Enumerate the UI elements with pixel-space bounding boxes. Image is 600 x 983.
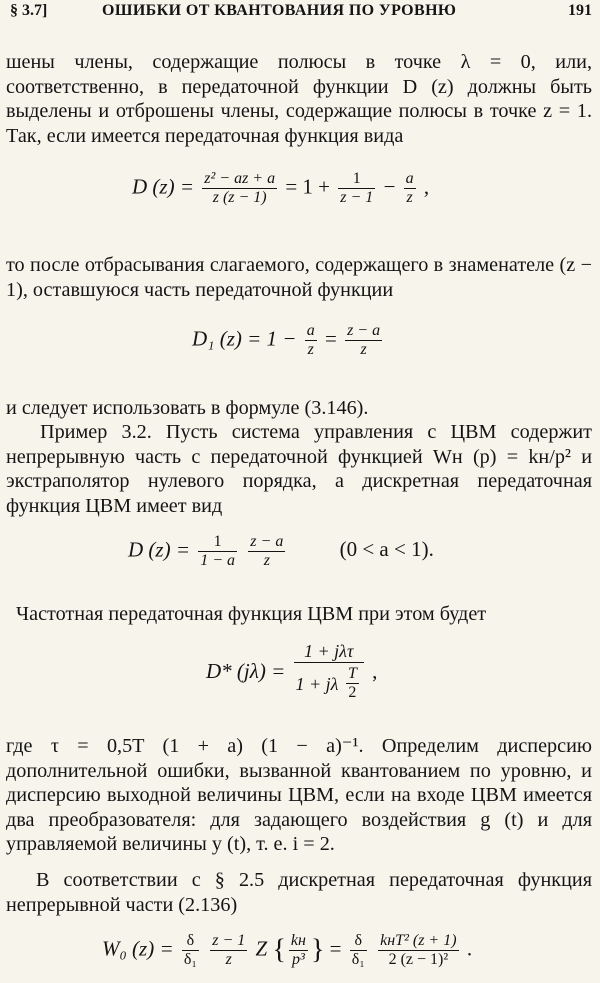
eq3-f2-den: z — [263, 552, 270, 569]
eq5-tail: . — [466, 936, 473, 961]
eq1-f2-num: 1 — [338, 170, 375, 189]
eq1-mid: = 1 + — [285, 174, 331, 199]
eq5-f5-den: 2 (z − 1)² — [388, 951, 449, 968]
eq1-fraction-3 — [404, 170, 416, 207]
eq5-f5-num: kнT² (z + 1) — [380, 932, 457, 949]
eq5-f3-num: kн — [290, 932, 306, 949]
eq4-num: 1 + jλτ — [294, 640, 364, 663]
eq1-fraction-2 — [338, 170, 375, 207]
eq2-f1-num: a — [306, 322, 315, 339]
eq2-fraction-1 — [305, 322, 317, 359]
eq5-f4-num: δ — [350, 932, 367, 951]
eq3-f2-num: z − a — [250, 533, 284, 550]
paragraph-1: шены члены, содержащие полюсы в точке λ = 0, или, соответственно, в передаточной функции D (z) должны быть выделены и отброшены члены, содержащие полюсы в точке z = 1. Так, если имеется передаточная функция вида — [6, 51, 592, 147]
eq2-eq: = — [324, 326, 337, 351]
eq5-f1-num: δ — [182, 932, 199, 951]
eq5-lhs: W₀ (z) = — [102, 936, 174, 961]
paragraph-5: Частотная передаточная функция ЦВМ при этом будет — [16, 603, 487, 625]
eq3-condition: (0 < a < 1). — [339, 537, 434, 562]
equation-2 — [192, 322, 385, 359]
equation-3 — [128, 533, 434, 570]
eq1-f1-num: z² − az + a — [204, 170, 276, 187]
eq3-f1-den: 1 − a — [200, 552, 236, 569]
eq1-f3-den: z — [406, 189, 413, 206]
eq2-f1-den: z — [307, 341, 314, 358]
eq5-eq: = — [329, 936, 342, 961]
eq4-tail: , — [372, 658, 378, 683]
eq2-f2-den: z — [360, 341, 367, 358]
eq4-lhs: D* (jλ) = — [206, 658, 286, 683]
eq1-lhs: D (z) = — [132, 174, 194, 199]
eq5-f2-num: z − 1 — [212, 932, 246, 949]
eq5-fraction-5 — [378, 932, 458, 969]
eq5-fraction-2 — [210, 932, 247, 969]
eq2-lhs: D₁ (z) = 1 − — [192, 326, 297, 351]
eq5-fraction-4 — [350, 932, 367, 969]
eq5-f3-den: p³ — [292, 951, 305, 968]
eq4-den-f-den: 2 — [348, 684, 357, 701]
paragraph-4-example: Пример 3.2. Пусть система управления с ЦВМ содержит непрерывную часть с передаточной функцией Wн (p) = kн/p² и экстраполятор нулевого порядка, а дискретная передаточная функция ЦВМ имеет вид — [6, 421, 592, 517]
eq3-f1-num: 1 — [198, 533, 237, 552]
eq4-den-fraction — [346, 665, 359, 702]
eq5-z-transform: Z — [255, 936, 268, 961]
eq1-tail: , — [423, 174, 430, 199]
eq1-f2-den: z − 1 — [340, 189, 374, 206]
equation-1 — [132, 170, 429, 207]
eq5-fraction-3 — [289, 932, 308, 969]
running-header — [10, 0, 592, 26]
eq3-fraction-1 — [198, 533, 237, 570]
page-number: 191 — [568, 2, 592, 19]
eq3-lhs: D (z) = — [128, 537, 190, 562]
eq5-f2-den: z — [225, 951, 232, 968]
eq1-f3-num: a — [405, 170, 414, 187]
paragraph-7: В соответствии с § 2.5 дискретная передаточная функция непрерывной части (2.136) — [6, 869, 592, 916]
eq1-minus: − — [383, 174, 396, 199]
eq5-f1-den: δ₁ — [183, 951, 197, 968]
eq4-den-a: 1 + jλ — [295, 673, 339, 694]
eq5-fraction-1 — [182, 932, 199, 969]
chapter-title: ОШИБКИ ОТ КВАНТОВАНИЯ ПО УРОВНЮ — [102, 2, 457, 19]
eq2-fraction-2 — [345, 322, 382, 359]
eq4-den-f-num: T — [347, 665, 357, 682]
eq1-fraction-1 — [202, 170, 277, 207]
eq5-brace-left: { — [272, 934, 286, 966]
eq2-f2-num: z − a — [347, 322, 381, 339]
paragraph-3: и следует использовать в формуле (3.146). — [6, 397, 369, 419]
paragraph-2: то после отбрасывания слагаемого, содержащего в знаменателе (z − 1), оставшуюся часть передаточной функции — [6, 254, 592, 301]
eq4-den — [294, 663, 364, 702]
paragraph-6: где τ = 0,5T (1 + a) (1 − a)⁻¹. Определим дисперсию дополнительной ошибки, вызванной квантованием по уровню, и дисперсию выходной величины ЦВМ, если на входе ЦВМ имеется два преобразователя: для задающего воздействия g (t) и для управляемой величины y (t), т. е. i = 2. — [6, 735, 592, 855]
eq4-fraction — [294, 640, 364, 702]
eq5-brace-right: } — [310, 934, 325, 966]
section-ref: § 3.7] — [10, 2, 48, 19]
eq3-fraction-2 — [248, 533, 285, 570]
eq5-f4-den: δ₁ — [351, 951, 365, 968]
equation-4 — [206, 640, 377, 702]
eq1-f1-den: z (z − 1) — [212, 189, 267, 206]
equation-5 — [102, 932, 472, 969]
